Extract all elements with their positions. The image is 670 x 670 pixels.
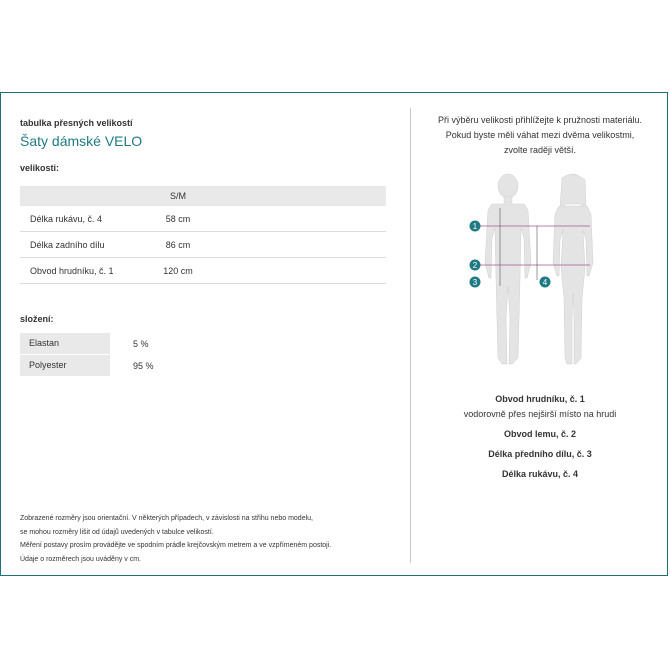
row-spacer (218, 258, 386, 284)
sizes-label: velikosti: (20, 163, 60, 173)
marker-2-label: 2 (472, 261, 478, 270)
measurement-notes (20, 512, 331, 566)
row-value: 120 cm (138, 258, 218, 284)
row-label: Délka rukávu, č. 4 (20, 206, 138, 232)
list-item (20, 355, 154, 376)
legend-item-3 (420, 447, 660, 462)
size-table-header-spacer (218, 186, 386, 206)
marker-4-icon (540, 277, 551, 288)
marker-3-icon (470, 277, 481, 288)
legend-title: Délka předního dílu, č. 3 (488, 449, 592, 459)
advice-line: zvolte raději větší. (503, 145, 577, 155)
advice-line: Při výběru velikosti přihlížejte k pružnosti materiálu. (437, 115, 643, 125)
legend-description: vodorovně přes nejširší místo na hrudi (463, 409, 617, 419)
column-divider (410, 108, 411, 563)
advice-line: Pokud byste měli váhat mezi dvěma velikostmi, (445, 130, 635, 140)
row-value: 86 cm (138, 232, 218, 258)
marker-1-icon (470, 221, 481, 232)
marker-1-label: 1 (472, 222, 478, 231)
composition-table (20, 333, 154, 377)
marker-2-icon (470, 260, 481, 271)
page-subtitle: tabulka přesných velikostí (20, 118, 133, 128)
material-percent: 95 % (133, 360, 154, 371)
table-row (20, 206, 386, 232)
female-silhouette-icon (553, 174, 593, 364)
table-row (20, 258, 386, 284)
composition-label: složení: (20, 314, 54, 324)
row-spacer (218, 206, 386, 232)
material-percent: 5 % (133, 338, 149, 349)
row-label: Obvod hrudníku, č. 1 (20, 258, 138, 284)
material-name: Polyester (20, 355, 110, 376)
legend-title: Délka rukávu, č. 4 (501, 469, 579, 479)
row-spacer (218, 232, 386, 258)
note-line: Údaje o rozměrech jsou uváděny v cm. (20, 555, 141, 563)
legend-item-1 (420, 392, 660, 422)
size-table-header-empty (20, 186, 138, 206)
material-name: Elastan (20, 333, 110, 354)
table-row (20, 232, 386, 258)
marker-4-label: 4 (542, 278, 548, 287)
note-line: Měření postavy prosím provádějte ve spodním prádle krejčovským metrem a ve vzpřímeném postoji. (20, 542, 332, 549)
body-measurement-illustration (465, 168, 605, 378)
page-title: Šaty dámské VELO (20, 133, 143, 149)
list-item (20, 333, 154, 354)
row-value: 58 cm (138, 206, 218, 232)
size-table-header-sm: S/M (138, 186, 218, 206)
note-line: se mohou rozměry lišit od údajů uvedených v tabulce velikostí. (20, 528, 214, 536)
size-table (20, 186, 386, 284)
marker-3-label: 3 (472, 278, 478, 287)
legend-item-2 (420, 427, 660, 442)
size-table-header (20, 186, 386, 206)
size-advice (420, 113, 660, 158)
male-silhouette-icon (485, 174, 531, 364)
row-label: Délka zadního dílu (20, 232, 138, 258)
legend-title: Obvod lemu, č. 2 (503, 429, 577, 439)
legend-title: Obvod hrudníku, č. 1 (495, 394, 585, 404)
note-line: Zobrazené rozměry jsou orientační. V některých případech, v závislosti na střihu nebo modelu, (20, 515, 313, 522)
legend-item-4 (420, 467, 660, 482)
